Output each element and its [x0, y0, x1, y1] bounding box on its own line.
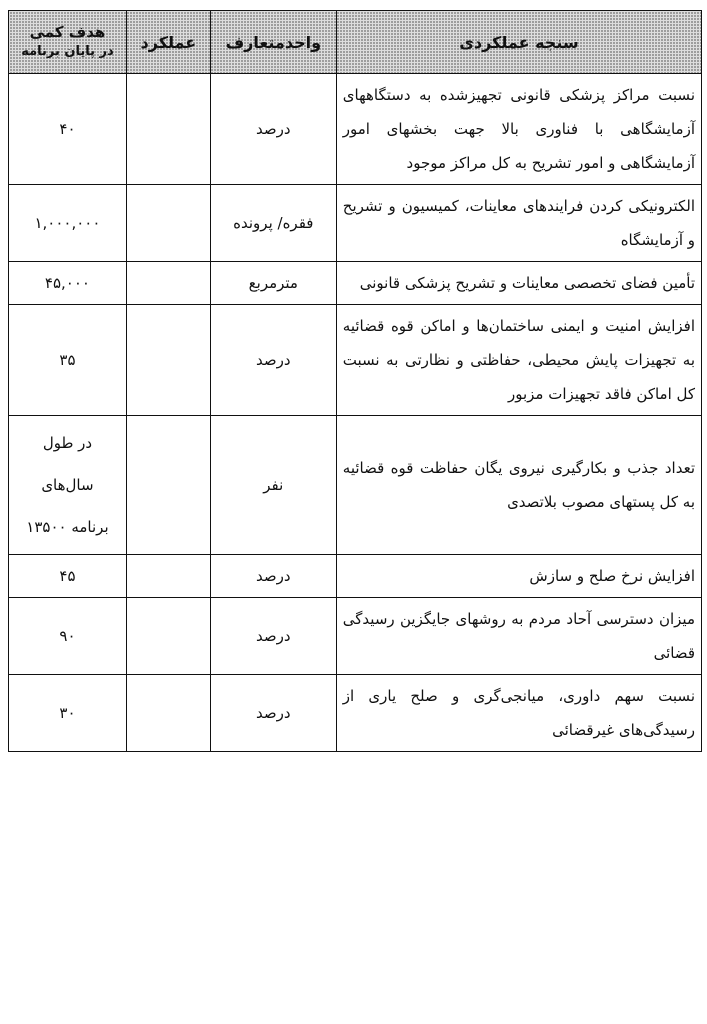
unit-cell: نفر: [210, 416, 336, 555]
performance-cell: [126, 416, 210, 555]
target-cell: ۱,۰۰۰,۰۰۰: [9, 185, 127, 262]
header-measure: سنجه عملکردی: [336, 11, 701, 74]
measure-cell: الکترونیکی کردن فرایندهای معاینات، کمیسیون و تشریح و آزمایشگاه: [336, 185, 701, 262]
performance-cell: [126, 555, 210, 598]
unit-cell: درصد: [210, 555, 336, 598]
unit-cell: مترمربع: [210, 262, 336, 305]
performance-cell: [126, 185, 210, 262]
performance-cell: [126, 74, 210, 185]
unit-cell: درصد: [210, 598, 336, 675]
table-row: [9, 416, 702, 555]
measure-cell: تأمین فضای تخصصی معاینات و تشریح پزشکی قانونی: [336, 262, 701, 305]
table-row: [9, 262, 702, 305]
unit-cell: درصد: [210, 305, 336, 416]
table-row: [9, 675, 702, 752]
header-target-line2: در پایان برنامه: [21, 44, 114, 59]
header-performance: عملکرد: [126, 11, 210, 74]
unit-cell: فقره/ پرونده: [210, 185, 336, 262]
performance-cell: [126, 305, 210, 416]
header-target: [9, 11, 127, 74]
header-unit: واحدمتعارف: [210, 11, 336, 74]
measure-cell: افزایش نرخ صلح و سازش: [336, 555, 701, 598]
measure-cell: میزان دسترسی آحاد مردم به روشهای جایگزین رسیدگی قضائی: [336, 598, 701, 675]
unit-cell: درصد: [210, 675, 336, 752]
table-row: [9, 555, 702, 598]
table-header-row: [9, 11, 702, 74]
performance-cell: [126, 598, 210, 675]
performance-measures-table: [8, 10, 702, 752]
table-row: [9, 598, 702, 675]
unit-cell: درصد: [210, 74, 336, 185]
measure-cell: نسبت سهم داوری، میانجی‌گری و صلح یاری از رسیدگی‌های غیرقضائی: [336, 675, 701, 752]
performance-cell: [126, 675, 210, 752]
performance-cell: [126, 262, 210, 305]
header-target-line1: هدف کمی: [29, 23, 106, 41]
table-row: [9, 305, 702, 416]
measure-cell: نسبت مراکز پزشکی قانونی تجهیزشده به دستگاههای آزمایشگاهی با فناوری بالا جهت بخشهای امور آزمایشگاهی و امور تشریح به کل مراکز موجود: [336, 74, 701, 185]
table-row: [9, 185, 702, 262]
table-row: [9, 74, 702, 185]
target-cell: در طول سال‌های برنامه ۱۳۵۰۰: [9, 416, 127, 555]
target-cell: ۳۵: [9, 305, 127, 416]
target-cell: ۴۵,۰۰۰: [9, 262, 127, 305]
measure-cell: افزایش امنیت و ایمنی ساختمان‌ها و اماکن قوه قضائیه به تجهیزات پایش محیطی، حفاظتی و نظارتی به نسبت کل اماکن فاقد تجهیزات مزبور: [336, 305, 701, 416]
target-cell: ۴۵: [9, 555, 127, 598]
target-cell: ۴۰: [9, 74, 127, 185]
target-cell: ۹۰: [9, 598, 127, 675]
target-cell: ۳۰: [9, 675, 127, 752]
measure-cell: تعداد جذب و بکارگیری نیروی یگان حفاظت قوه قضائیه به کل پستهای مصوب بلاتصدی: [336, 416, 701, 555]
